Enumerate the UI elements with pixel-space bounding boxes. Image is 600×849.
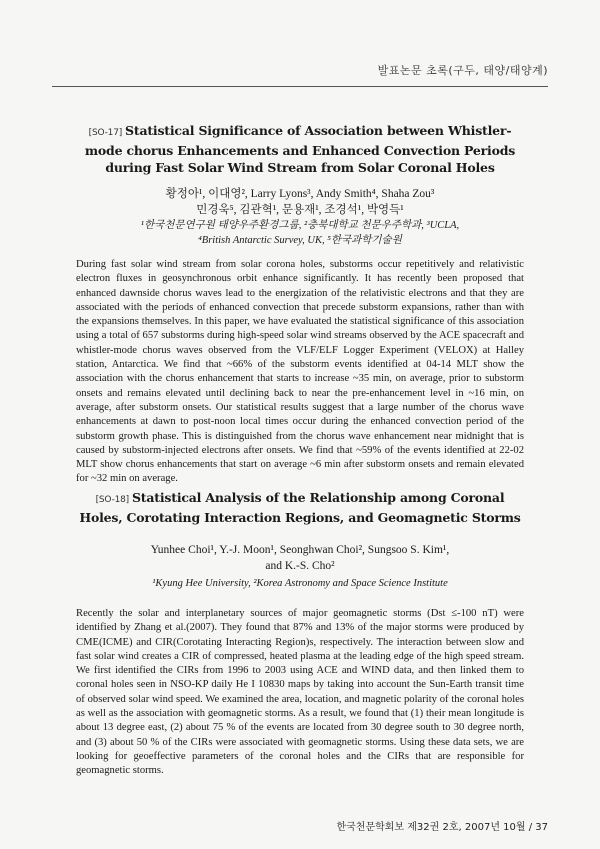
affiliation-line: ¹Kyung Hee University, ²Korea Astronomy and Space Science Institute [152, 578, 448, 589]
abstract-title-text: Statistical Significance of Association between Whistler-mode chorus Enhancements and Enhanced Convection Periods during Fast Solar Wind Stream from Solar Coronal Holes [84, 123, 516, 175]
header-rule [52, 86, 548, 87]
abstract-title [76, 122, 524, 176]
abstract-code: [SO-18] [95, 495, 129, 505]
author-list [76, 186, 524, 218]
author-list [76, 542, 524, 574]
affiliations [76, 218, 524, 248]
authors-line: and K.-S. Cho² [265, 560, 335, 572]
abstract-title [76, 489, 524, 526]
abstract-title-text: Statistical Analysis of the Relationship among Coronal Holes, Corotating Interaction Regions, and Geomagnetic Storms [79, 490, 521, 525]
abstract-body: During fast solar wind stream from solar corona holes, substorms occur repetitively and relativistic electron fluxes in geosynchronous orbit enhance significantly. It has recently been proposed that enhanced dawnside chorus waves lead to the energization of the relativistic electrons and that they are associated with the periods of enhanced convection that precede substorm expansions, rather than with the expansions themselves. In this paper, we have evaluated the statistical significance of this association using a total of 657 substorms during high-speed solar wind streams observed by the ACE spacecraft and whistler-mode chorus waves observed from the VLF/ELF Logger Experiment (VELOX) at Halley station, Antarctica. We find that ~66% of the substorm events identified at 04-14 MLT show the association with the chorus enhancement that starts to increase ~35 min, on average, prior to substorm onsets and remains elevated until declining back to near the pre-enhancement level in ~16 min, on average, after substorm onsets. Our statistical results suggest that a large number of the chorus wave enhancements at dawn to post-noon local times occur during the enhanced convection period of the substorm growth phase. This is distinguished from the chorus wave enhancement near midnight that is caused by substorm-injected electrons after onsets. We find that ~59% of the events identified at 22-02 MLT show chorus enhancements that start on average ~6 min after substorm onsets and remain elevated for ~32 min on average. [76, 259, 524, 485]
authors-line: 황정아¹, 이대영², Larry Lyons³, Andy Smith⁴, Shaha Zou³ [165, 188, 435, 200]
affiliations [76, 576, 524, 591]
abstract-so-18 [76, 489, 524, 779]
abstract-so-17 [76, 122, 524, 487]
section-header: 발표논문 초록(구두, 태양/태양계) [377, 64, 548, 77]
affiliation-line: ¹한국천문연구원 태양우주환경그룹, ²충북대학교 천문우주학과, ³UCLA, [140, 220, 460, 231]
abstract-body: Recently the solar and interplanetary sources of major geomagnetic storms (Dst ≤-100 nT) were identified by Zhang et al.(2007). They found that 87% and 13% of the major storms were produced by CME(ICME) and CIR(Corotating Interacting Region)s, respectively. The interaction between slow and fast solar wind creates a CIR of compressed, heated plasma at the leading edge of the high speed stream. We first identified the CIRs from 1996 to 2003 using ACE and WIND data, and then linked them to coronal holes seen in NSO-KP daily He I 10830 maps by taking into account the Sun-Earth transit time of observed solar wind speed. We examined the area, location, and magnetic polarity of the coronal holes as well as the association with geomagnetic storms. As a result, we found that (1) their mean longitude is about 13 degree east, (2) about 75 % of the events are located from 30 degree south to 30 degree north, and (3) about 50 % of the CIRs were associated with geomagnetic storms. Using these data sets, we are looking for geoeffective parameters of the coronal holes and the CIRs that are responsible for geomagnetic storms. [76, 608, 524, 777]
page-footer: 한국천문학회보 제32권 2호, 2007년 10월 / 37 [336, 822, 548, 833]
authors-line: Yunhee Choi¹, Y.-J. Moon¹, Seonghwan Choi², Sungsoo S. Kim¹, [150, 544, 450, 556]
authors-line: 민경욱⁵, 김관혁¹, 문용재¹, 조경석¹, 박영득¹ [196, 204, 404, 216]
affiliation-line: ⁴British Antarctic Survey, UK, ⁵한국과학기술원 [198, 235, 402, 246]
abstract-code: [SO-17] [88, 128, 123, 138]
